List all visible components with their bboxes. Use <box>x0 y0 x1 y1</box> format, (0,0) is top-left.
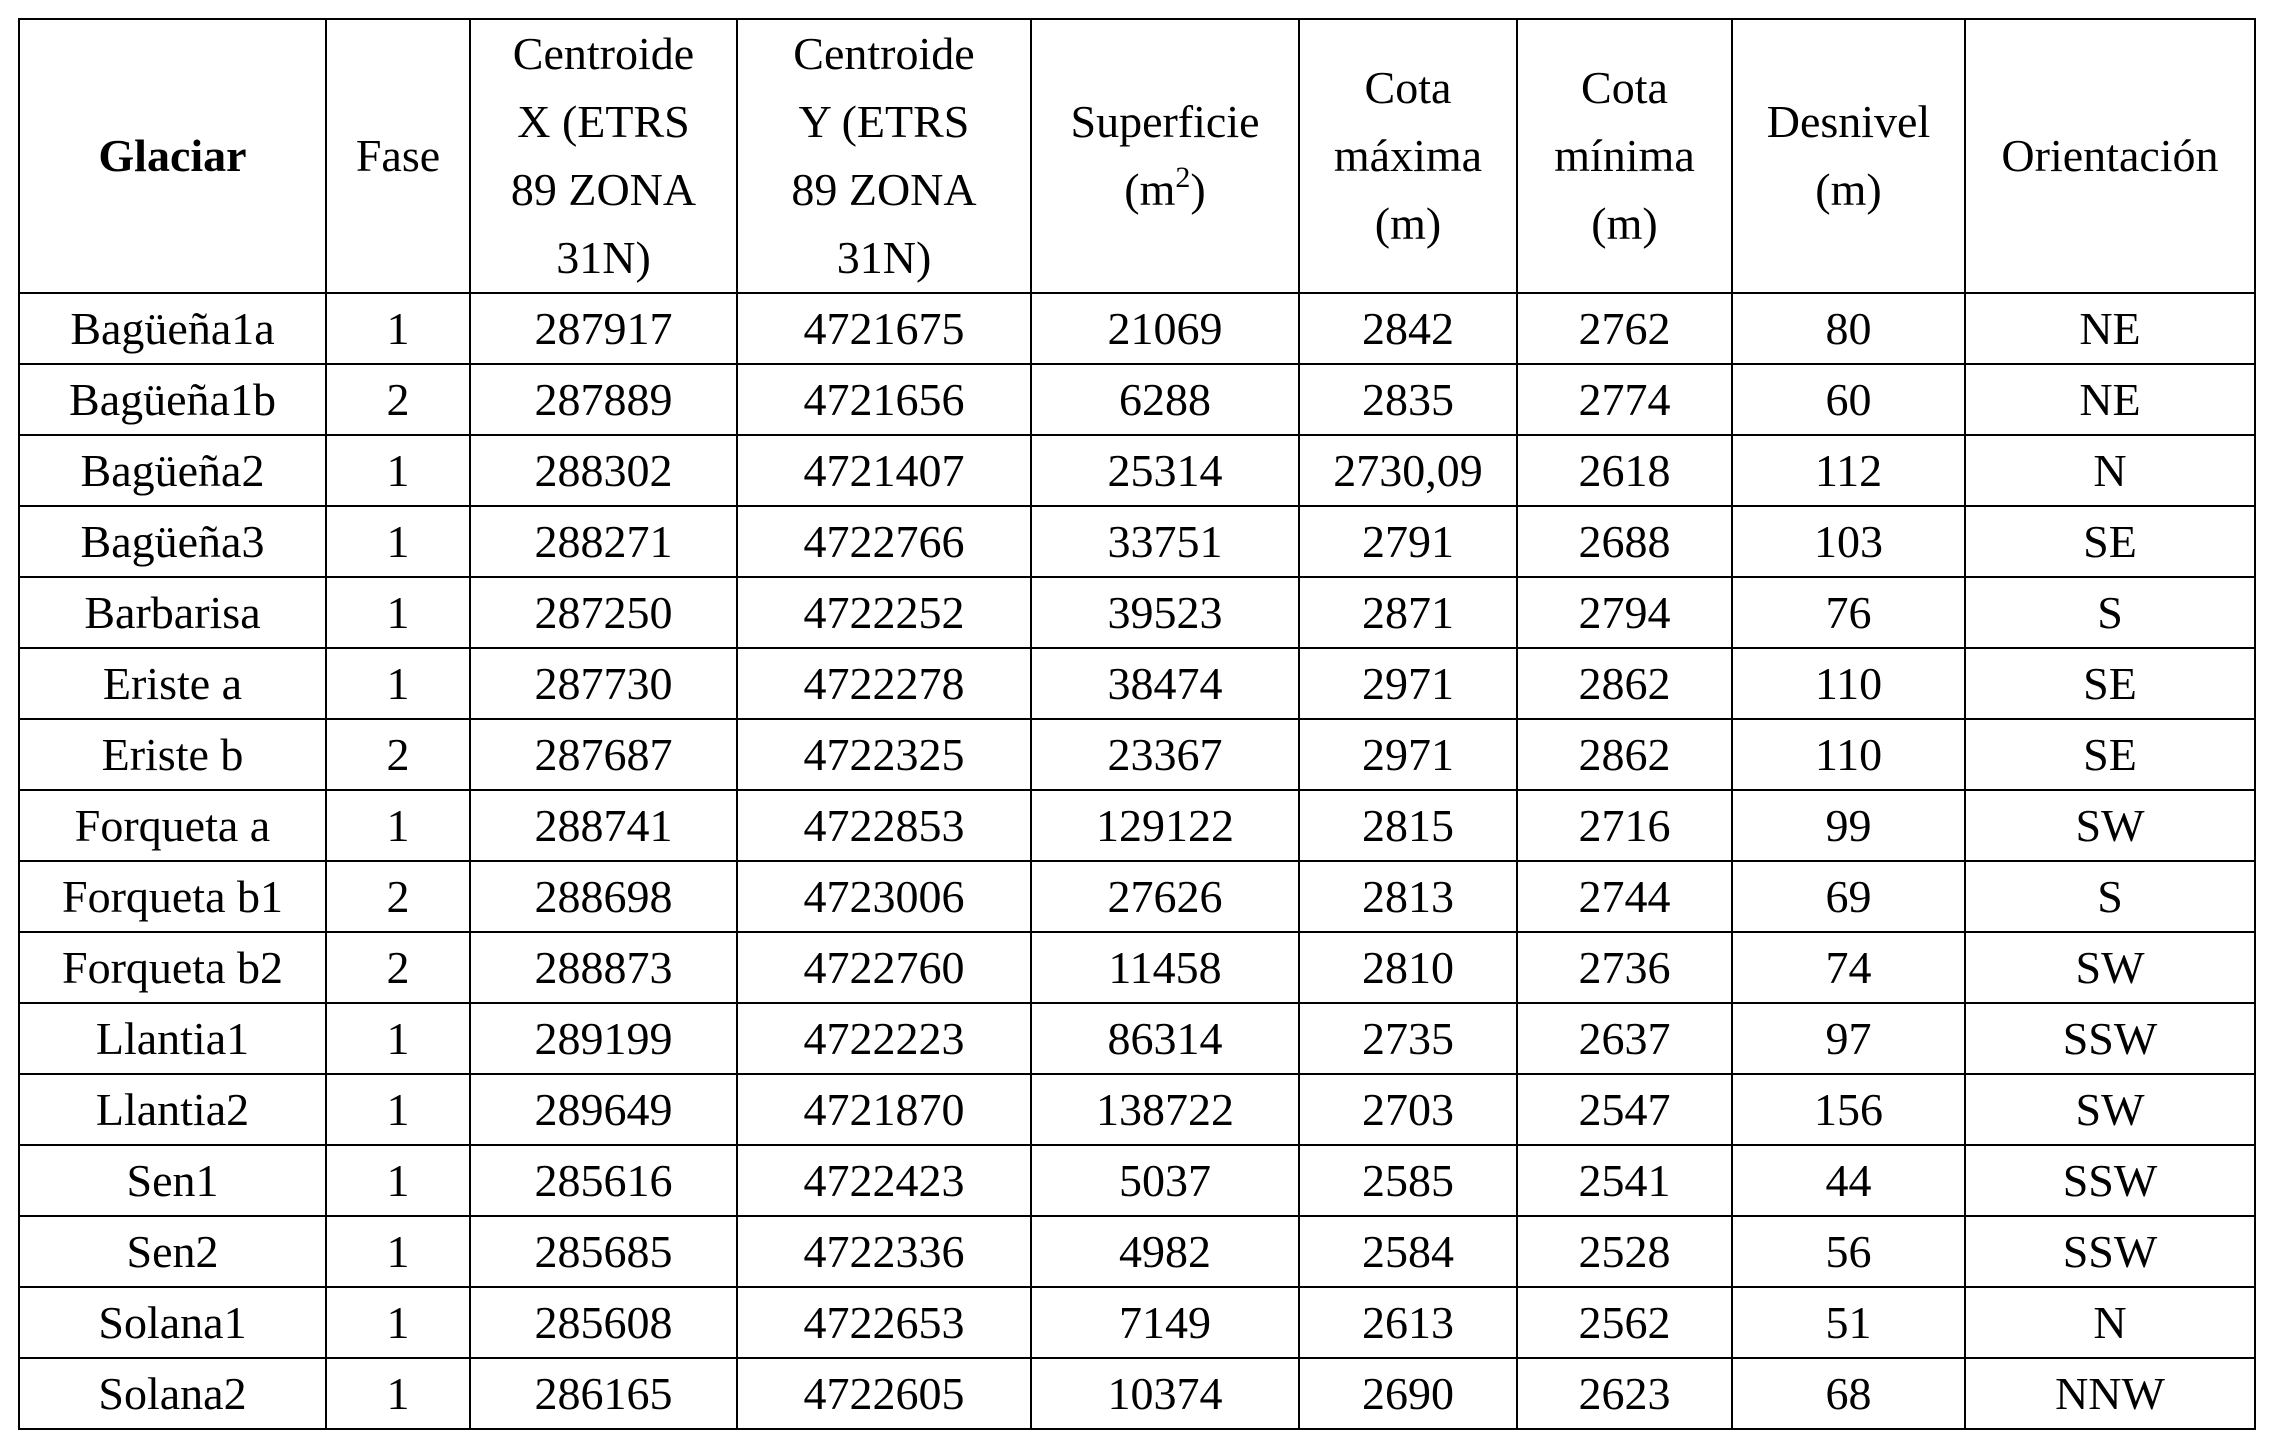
table-row <box>19 435 2255 506</box>
cell-cota-minima: 2688 <box>1517 506 1732 577</box>
cell-centroide-x: 286165 <box>470 1358 737 1429</box>
header-centroide-x-line: X (ETRS <box>517 96 690 147</box>
cell-glaciar: Solana2 <box>19 1358 326 1429</box>
cell-glaciar: Forqueta b2 <box>19 932 326 1003</box>
header-desnivel-line: (m) <box>1815 164 1882 215</box>
cell-fase: 2 <box>326 719 470 790</box>
cell-glaciar: Sen1 <box>19 1145 326 1216</box>
cell-superficie: 23367 <box>1031 719 1299 790</box>
cell-cota-minima: 2716 <box>1517 790 1732 861</box>
cell-superficie: 86314 <box>1031 1003 1299 1074</box>
cell-cota-minima: 2547 <box>1517 1074 1732 1145</box>
cell-glaciar: Barbarisa <box>19 577 326 648</box>
cell-fase: 1 <box>326 1003 470 1074</box>
cell-fase: 2 <box>326 861 470 932</box>
cell-centroide-y: 4721870 <box>737 1074 1031 1145</box>
cell-cota-minima: 2541 <box>1517 1145 1732 1216</box>
cell-cota-maxima: 2735 <box>1299 1003 1517 1074</box>
cell-fase: 2 <box>326 364 470 435</box>
cell-superficie: 38474 <box>1031 648 1299 719</box>
cell-orientacion: SSW <box>1965 1216 2255 1287</box>
cell-glaciar: Bagüeña2 <box>19 435 326 506</box>
cell-cota-minima: 2736 <box>1517 932 1732 1003</box>
cell-desnivel: 112 <box>1732 435 1965 506</box>
cell-glaciar: Bagüeña1b <box>19 364 326 435</box>
header-cota-minima <box>1517 19 1732 293</box>
cell-orientacion: SE <box>1965 506 2255 577</box>
header-fase: Fase <box>326 19 470 293</box>
header-cota-maxima-line: (m) <box>1374 198 1442 249</box>
cell-fase: 2 <box>326 932 470 1003</box>
cell-centroide-x: 287917 <box>470 293 737 364</box>
cell-glaciar: Sen2 <box>19 1216 326 1287</box>
header-centroide-y-line: 89 ZONA <box>791 164 977 215</box>
cell-superficie: 33751 <box>1031 506 1299 577</box>
cell-cota-maxima: 2791 <box>1299 506 1517 577</box>
cell-cota-minima: 2618 <box>1517 435 1732 506</box>
header-orientacion: Orientación <box>1965 19 2255 293</box>
cell-fase: 1 <box>326 506 470 577</box>
cell-desnivel: 68 <box>1732 1358 1965 1429</box>
header-cota-maxima-line: máxima <box>1333 130 1483 181</box>
cell-desnivel: 110 <box>1732 719 1965 790</box>
cell-cota-maxima: 2703 <box>1299 1074 1517 1145</box>
cell-cota-minima: 2623 <box>1517 1358 1732 1429</box>
table-row <box>19 648 2255 719</box>
cell-cota-maxima: 2971 <box>1299 719 1517 790</box>
cell-fase: 1 <box>326 1145 470 1216</box>
header-centroide-y-line: 31N) <box>836 232 932 283</box>
cell-desnivel: 110 <box>1732 648 1965 719</box>
cell-centroide-x: 289199 <box>470 1003 737 1074</box>
table-body <box>19 293 2255 1429</box>
cell-cota-maxima: 2690 <box>1299 1358 1517 1429</box>
cell-superficie: 7149 <box>1031 1287 1299 1358</box>
cell-superficie: 138722 <box>1031 1074 1299 1145</box>
header-superficie-unit <box>1032 156 1298 224</box>
cell-centroide-x: 285616 <box>470 1145 737 1216</box>
header-centroide-y-line: Y (ETRS <box>798 96 970 147</box>
header-superficie <box>1031 19 1299 293</box>
cell-orientacion: S <box>1965 577 2255 648</box>
cell-orientacion: NNW <box>1965 1358 2255 1429</box>
cell-glaciar: Bagüeña1a <box>19 293 326 364</box>
cell-orientacion: N <box>1965 1287 2255 1358</box>
cell-orientacion: SSW <box>1965 1003 2255 1074</box>
cell-centroide-y: 4722760 <box>737 932 1031 1003</box>
cell-cota-maxima: 2871 <box>1299 577 1517 648</box>
header-row <box>19 19 2255 293</box>
table-row <box>19 1074 2255 1145</box>
cell-centroide-x: 287687 <box>470 719 737 790</box>
cell-superficie: 5037 <box>1031 1145 1299 1216</box>
header-superficie-line: Superficie <box>1070 96 1260 147</box>
cell-centroide-x: 287250 <box>470 577 737 648</box>
header-superficie-unit-exponent: 2 <box>1175 160 1191 194</box>
header-glaciar: Glaciar <box>19 19 326 293</box>
cell-orientacion: SW <box>1965 932 2255 1003</box>
cell-centroide-x: 289649 <box>470 1074 737 1145</box>
cell-glaciar: Eriste a <box>19 648 326 719</box>
cell-cota-minima: 2862 <box>1517 648 1732 719</box>
cell-centroide-y: 4722766 <box>737 506 1031 577</box>
cell-superficie: 21069 <box>1031 293 1299 364</box>
cell-centroide-x: 288873 <box>470 932 737 1003</box>
cell-superficie: 39523 <box>1031 577 1299 648</box>
header-centroide-y <box>737 19 1031 293</box>
cell-desnivel: 51 <box>1732 1287 1965 1358</box>
cell-desnivel: 60 <box>1732 364 1965 435</box>
cell-cota-maxima: 2613 <box>1299 1287 1517 1358</box>
cell-centroide-y: 4722423 <box>737 1145 1031 1216</box>
table-row <box>19 790 2255 861</box>
table-row <box>19 1003 2255 1074</box>
table-row <box>19 1358 2255 1429</box>
cell-desnivel: 56 <box>1732 1216 1965 1287</box>
cell-cota-maxima: 2815 <box>1299 790 1517 861</box>
cell-centroide-x: 288741 <box>470 790 737 861</box>
table-row <box>19 577 2255 648</box>
cell-glaciar: Llantia2 <box>19 1074 326 1145</box>
cell-centroide-x: 285685 <box>470 1216 737 1287</box>
cell-cota-maxima: 2584 <box>1299 1216 1517 1287</box>
cell-cota-maxima: 2971 <box>1299 648 1517 719</box>
cell-orientacion: S <box>1965 861 2255 932</box>
table-row <box>19 1145 2255 1216</box>
cell-centroide-y: 4722336 <box>737 1216 1031 1287</box>
cell-centroide-x: 287889 <box>470 364 737 435</box>
cell-glaciar: Solana1 <box>19 1287 326 1358</box>
table-row <box>19 1216 2255 1287</box>
header-centroide-y-line: Centroide <box>793 28 975 79</box>
cell-centroide-y: 4722252 <box>737 577 1031 648</box>
cell-centroide-x: 288271 <box>470 506 737 577</box>
cell-centroide-y: 4721675 <box>737 293 1031 364</box>
cell-orientacion: SW <box>1965 1074 2255 1145</box>
cell-desnivel: 80 <box>1732 293 1965 364</box>
cell-desnivel: 74 <box>1732 932 1965 1003</box>
table-row <box>19 719 2255 790</box>
cell-fase: 1 <box>326 790 470 861</box>
cell-orientacion: NE <box>1965 364 2255 435</box>
cell-cota-minima: 2528 <box>1517 1216 1732 1287</box>
cell-cota-minima: 2774 <box>1517 364 1732 435</box>
table-row <box>19 364 2255 435</box>
header-superficie-unit-base: (m <box>1124 164 1176 215</box>
cell-desnivel: 97 <box>1732 1003 1965 1074</box>
header-desnivel-line: Desnivel <box>1766 96 1931 147</box>
cell-desnivel: 69 <box>1732 861 1965 932</box>
cell-desnivel: 99 <box>1732 790 1965 861</box>
cell-cota-minima: 2862 <box>1517 719 1732 790</box>
cell-centroide-x: 288698 <box>470 861 737 932</box>
cell-fase: 1 <box>326 1074 470 1145</box>
cell-fase: 1 <box>326 648 470 719</box>
cell-cota-maxima: 2730,09 <box>1299 435 1517 506</box>
cell-glaciar: Forqueta b1 <box>19 861 326 932</box>
cell-orientacion: SE <box>1965 648 2255 719</box>
cell-centroide-y: 4723006 <box>737 861 1031 932</box>
cell-cota-minima: 2637 <box>1517 1003 1732 1074</box>
table-row <box>19 861 2255 932</box>
cell-fase: 1 <box>326 1287 470 1358</box>
cell-centroide-y: 4722605 <box>737 1358 1031 1429</box>
table-row <box>19 506 2255 577</box>
cell-fase: 1 <box>326 435 470 506</box>
cell-superficie: 10374 <box>1031 1358 1299 1429</box>
cell-glaciar: Llantia1 <box>19 1003 326 1074</box>
cell-desnivel: 156 <box>1732 1074 1965 1145</box>
header-centroide-x-line: Centroide <box>512 28 695 79</box>
cell-desnivel: 76 <box>1732 577 1965 648</box>
cell-centroide-x: 288302 <box>470 435 737 506</box>
cell-orientacion: SSW <box>1965 1145 2255 1216</box>
cell-superficie: 129122 <box>1031 790 1299 861</box>
cell-cota-minima: 2794 <box>1517 577 1732 648</box>
cell-centroide-y: 4721407 <box>737 435 1031 506</box>
cell-orientacion: NE <box>1965 293 2255 364</box>
cell-orientacion: SE <box>1965 719 2255 790</box>
cell-orientacion: N <box>1965 435 2255 506</box>
header-cota-minima-line: (m) <box>1591 198 1658 249</box>
cell-glaciar: Forqueta a <box>19 790 326 861</box>
cell-centroide-y: 4721656 <box>737 364 1031 435</box>
cell-cota-maxima: 2585 <box>1299 1145 1517 1216</box>
header-centroide-x-line: 31N) <box>556 232 651 283</box>
cell-centroide-x: 285608 <box>470 1287 737 1358</box>
glacier-table <box>18 18 2256 1430</box>
cell-centroide-y: 4722653 <box>737 1287 1031 1358</box>
table-row <box>19 1287 2255 1358</box>
cell-orientacion: SW <box>1965 790 2255 861</box>
cell-centroide-y: 4722278 <box>737 648 1031 719</box>
header-cota-minima-line: mínima <box>1554 130 1695 181</box>
table-row <box>19 293 2255 364</box>
cell-superficie: 11458 <box>1031 932 1299 1003</box>
cell-centroide-x: 287730 <box>470 648 737 719</box>
header-centroide-x-line: 89 ZONA <box>510 164 697 215</box>
header-superficie-unit-close: ) <box>1190 164 1206 215</box>
cell-fase: 1 <box>326 577 470 648</box>
cell-superficie: 4982 <box>1031 1216 1299 1287</box>
cell-centroide-y: 4722853 <box>737 790 1031 861</box>
cell-glaciar: Eriste b <box>19 719 326 790</box>
cell-superficie: 25314 <box>1031 435 1299 506</box>
cell-fase: 1 <box>326 293 470 364</box>
cell-desnivel: 103 <box>1732 506 1965 577</box>
cell-cota-maxima: 2813 <box>1299 861 1517 932</box>
cell-cota-minima: 2762 <box>1517 293 1732 364</box>
cell-cota-maxima: 2810 <box>1299 932 1517 1003</box>
table-row <box>19 932 2255 1003</box>
header-cota-maxima-line: Cota <box>1364 62 1452 113</box>
cell-cota-minima: 2744 <box>1517 861 1732 932</box>
cell-fase: 1 <box>326 1358 470 1429</box>
cell-superficie: 6288 <box>1031 364 1299 435</box>
cell-cota-maxima: 2842 <box>1299 293 1517 364</box>
cell-superficie: 27626 <box>1031 861 1299 932</box>
cell-glaciar: Bagüeña3 <box>19 506 326 577</box>
cell-cota-minima: 2562 <box>1517 1287 1732 1358</box>
cell-cota-maxima: 2835 <box>1299 364 1517 435</box>
cell-centroide-y: 4722325 <box>737 719 1031 790</box>
cell-fase: 1 <box>326 1216 470 1287</box>
header-desnivel <box>1732 19 1965 293</box>
header-centroide-x <box>470 19 737 293</box>
header-cota-minima-line: Cota <box>1581 62 1668 113</box>
cell-centroide-y: 4722223 <box>737 1003 1031 1074</box>
header-cota-maxima <box>1299 19 1517 293</box>
glacier-table-container <box>18 18 2254 1430</box>
cell-desnivel: 44 <box>1732 1145 1965 1216</box>
